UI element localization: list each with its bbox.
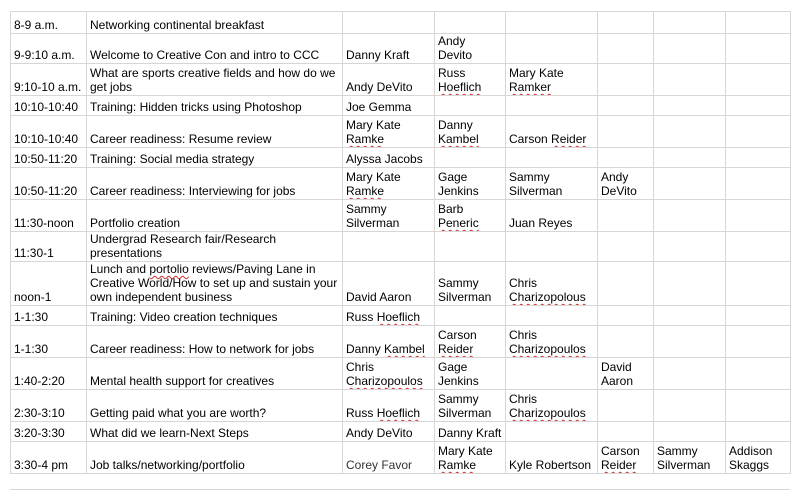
speaker-cell[interactable]: Sammy Silverman xyxy=(654,442,726,474)
speaker-cell[interactable] xyxy=(726,96,791,116)
speaker-cell[interactable] xyxy=(598,34,654,64)
speaker-cell[interactable]: Sammy Silverman xyxy=(343,200,435,232)
speaker-cell[interactable] xyxy=(654,422,726,442)
session-cell[interactable]: Training: Social media strategy xyxy=(87,148,343,168)
table-row xyxy=(11,326,791,358)
speaker-cell[interactable] xyxy=(506,358,598,390)
speaker-cell[interactable]: Carson Reider xyxy=(506,116,598,148)
speaker-cell[interactable]: Chris Charizopoulos xyxy=(506,326,598,358)
speaker-cell[interactable]: Joe Gemma xyxy=(343,96,435,116)
speaker-cell[interactable] xyxy=(598,422,654,442)
speaker-cell[interactable] xyxy=(726,116,791,148)
speaker-cell[interactable]: Danny Kraft xyxy=(435,422,506,442)
speaker-cell[interactable] xyxy=(598,96,654,116)
speaker-cell[interactable] xyxy=(726,168,791,200)
speaker-cell[interactable] xyxy=(654,262,726,306)
speaker-cell[interactable] xyxy=(343,12,435,34)
speaker-cell[interactable]: Chris Charizopoulos xyxy=(343,358,435,390)
speaker-cell[interactable]: Sammy Silverman xyxy=(506,168,598,200)
speaker-cell[interactable] xyxy=(435,306,506,326)
speaker-cell[interactable]: Gage Jenkins xyxy=(435,168,506,200)
session-cell[interactable]: Networking continental breakfast xyxy=(87,12,343,34)
time-cell[interactable]: 2:30-3:10 xyxy=(11,390,87,422)
table-row xyxy=(11,34,791,64)
speaker-cell[interactable] xyxy=(654,390,726,422)
table-row xyxy=(11,390,791,422)
speaker-cell[interactable] xyxy=(654,306,726,326)
table-row xyxy=(11,148,791,168)
speaker-cell[interactable] xyxy=(598,116,654,148)
speaker-cell[interactable]: Mary Kate Ramke xyxy=(343,116,435,148)
speaker-cell[interactable] xyxy=(598,390,654,422)
time-cell[interactable]: 1:40-2:20 xyxy=(11,358,87,390)
time-cell[interactable]: 10:10-10:40 xyxy=(11,96,87,116)
speaker-cell[interactable] xyxy=(435,96,506,116)
speaker-cell[interactable] xyxy=(506,306,598,326)
speaker-cell[interactable]: Chris Charizopoulos xyxy=(506,390,598,422)
session-cell[interactable]: Lunch and portolio reviews/Paving Lane in Creative World/How to set up and sustain your own independent business xyxy=(87,262,343,306)
session-cell[interactable]: Portfolio creation xyxy=(87,200,343,232)
speaker-cell[interactable] xyxy=(506,232,598,262)
speaker-cell[interactable] xyxy=(654,96,726,116)
speaker-cell[interactable]: Sammy Silverman xyxy=(435,262,506,306)
speaker-cell[interactable] xyxy=(726,200,791,232)
table-row xyxy=(11,358,791,390)
speaker-cell[interactable] xyxy=(598,326,654,358)
speaker-cell[interactable]: Danny Kambel xyxy=(435,116,506,148)
table-row xyxy=(11,96,791,116)
speaker-cell[interactable]: Chris Charizopolous xyxy=(506,262,598,306)
grid-bottom-line xyxy=(10,489,790,490)
time-cell[interactable]: 9:10-10 a.m. xyxy=(11,64,87,96)
time-cell[interactable]: 9-9:10 a.m. xyxy=(11,34,87,64)
speaker-cell[interactable]: Mary Kate Ramke xyxy=(435,442,506,474)
session-cell[interactable]: Career readiness: Resume review xyxy=(87,116,343,148)
time-cell[interactable]: noon-1 xyxy=(11,262,87,306)
speaker-cell[interactable] xyxy=(726,12,791,34)
speaker-cell[interactable]: Russ Hoeflich xyxy=(343,306,435,326)
session-cell[interactable]: What are sports creative fields and how do we get jobs xyxy=(87,64,343,96)
speaker-cell[interactable] xyxy=(654,200,726,232)
table-row xyxy=(11,12,791,34)
speaker-cell[interactable] xyxy=(654,148,726,168)
time-cell[interactable]: 1-1:30 xyxy=(11,326,87,358)
speaker-cell[interactable] xyxy=(506,148,598,168)
speaker-cell[interactable] xyxy=(726,390,791,422)
session-cell[interactable]: Mental health support for creatives xyxy=(87,358,343,390)
speaker-cell[interactable] xyxy=(726,148,791,168)
speaker-cell[interactable] xyxy=(654,326,726,358)
time-cell[interactable]: 10:50-11:20 xyxy=(11,148,87,168)
speaker-cell[interactable] xyxy=(726,358,791,390)
table-row xyxy=(11,64,791,96)
speaker-cell[interactable] xyxy=(598,200,654,232)
speaker-cell[interactable]: Andy DeVito xyxy=(598,168,654,200)
speaker-cell[interactable]: Carson Reider xyxy=(435,326,506,358)
speaker-cell[interactable]: Danny Kambel xyxy=(343,326,435,358)
speaker-cell[interactable]: Mary Kate Ramker xyxy=(506,64,598,96)
session-cell[interactable]: Undergrad Research fair/Research presentations xyxy=(87,232,343,262)
speaker-cell[interactable] xyxy=(598,262,654,306)
session-cell[interactable]: Job talks/networking/portfolio xyxy=(87,442,343,474)
speaker-cell[interactable] xyxy=(654,12,726,34)
speaker-cell[interactable] xyxy=(343,232,435,262)
speaker-cell[interactable] xyxy=(654,64,726,96)
time-cell[interactable]: 10:10-10:40 xyxy=(11,116,87,148)
table-row xyxy=(11,232,791,262)
speaker-cell[interactable]: Carson Reider xyxy=(598,442,654,474)
speaker-cell[interactable] xyxy=(506,12,598,34)
time-cell[interactable]: 11:30-noon xyxy=(11,200,87,232)
speaker-cell[interactable]: Alyssa Jacobs xyxy=(343,148,435,168)
session-cell[interactable]: What did we learn-Next Steps xyxy=(87,422,343,442)
schedule-table xyxy=(10,11,791,474)
speaker-cell[interactable] xyxy=(726,326,791,358)
speaker-cell[interactable]: Juan Reyes xyxy=(506,200,598,232)
session-cell[interactable]: Welcome to Creative Con and intro to CCC xyxy=(87,34,343,64)
speaker-cell[interactable]: Kyle Robertson xyxy=(506,442,598,474)
session-cell[interactable]: Training: Hidden tricks using Photoshop xyxy=(87,96,343,116)
speaker-cell[interactable] xyxy=(435,232,506,262)
speaker-cell[interactable]: Gage Jenkins xyxy=(435,358,506,390)
table-row xyxy=(11,116,791,148)
speaker-cell[interactable] xyxy=(726,64,791,96)
speaker-cell[interactable] xyxy=(726,34,791,64)
speaker-cell[interactable] xyxy=(506,34,598,64)
speaker-cell[interactable]: Barb Peneric xyxy=(435,200,506,232)
table-row xyxy=(11,422,791,442)
speaker-cell[interactable] xyxy=(598,232,654,262)
speaker-cell[interactable] xyxy=(654,232,726,262)
speaker-cell[interactable] xyxy=(435,148,506,168)
session-cell[interactable]: Career readiness: Interviewing for jobs xyxy=(87,168,343,200)
speaker-cell[interactable]: Russ Hoeflich xyxy=(343,390,435,422)
speaker-cell[interactable] xyxy=(726,422,791,442)
speaker-cell[interactable] xyxy=(598,148,654,168)
speaker-cell[interactable]: Sammy Silverman xyxy=(435,390,506,422)
table-row xyxy=(11,442,791,474)
speaker-cell[interactable] xyxy=(506,96,598,116)
speaker-cell[interactable]: Andy Devito xyxy=(435,34,506,64)
speaker-cell[interactable]: David Aaron xyxy=(598,358,654,390)
table-row xyxy=(11,168,791,200)
speaker-cell[interactable]: Danny Kraft xyxy=(343,34,435,64)
table-row xyxy=(11,306,791,326)
speaker-cell[interactable] xyxy=(726,306,791,326)
speaker-cell[interactable] xyxy=(726,262,791,306)
table-row xyxy=(11,200,791,232)
time-cell[interactable]: 11:30-1 xyxy=(11,232,87,262)
speaker-cell[interactable]: Addison Skaggs xyxy=(726,442,791,474)
speaker-cell[interactable]: Mary Kate Ramke xyxy=(343,168,435,200)
speaker-cell[interactable] xyxy=(598,12,654,34)
session-cell[interactable]: Training: Video creation techniques xyxy=(87,306,343,326)
speaker-cell[interactable] xyxy=(654,34,726,64)
speaker-cell[interactable] xyxy=(598,64,654,96)
table-row xyxy=(11,262,791,306)
speaker-cell[interactable]: Andy DeVito xyxy=(343,422,435,442)
speaker-cell[interactable] xyxy=(654,116,726,148)
time-cell[interactable]: 3:30-4 pm xyxy=(11,442,87,474)
speaker-cell[interactable] xyxy=(435,12,506,34)
speaker-cell[interactable] xyxy=(598,306,654,326)
speaker-cell[interactable] xyxy=(506,422,598,442)
time-cell[interactable]: 1-1:30 xyxy=(11,306,87,326)
speaker-cell[interactable] xyxy=(654,168,726,200)
speaker-cell[interactable]: Corey Favor xyxy=(343,442,435,474)
speaker-cell[interactable]: Russ Hoeflich xyxy=(435,64,506,96)
time-cell[interactable]: 8-9 a.m. xyxy=(11,12,87,34)
speaker-cell[interactable] xyxy=(726,232,791,262)
session-cell[interactable]: Career readiness: How to network for jobs xyxy=(87,326,343,358)
speaker-cell[interactable] xyxy=(654,358,726,390)
speaker-cell[interactable]: Andy DeVito xyxy=(343,64,435,96)
time-cell[interactable]: 3:20-3:30 xyxy=(11,422,87,442)
time-cell[interactable]: 10:50-11:20 xyxy=(11,168,87,200)
session-cell[interactable]: Getting paid what you are worth? xyxy=(87,390,343,422)
speaker-cell[interactable]: David Aaron xyxy=(343,262,435,306)
